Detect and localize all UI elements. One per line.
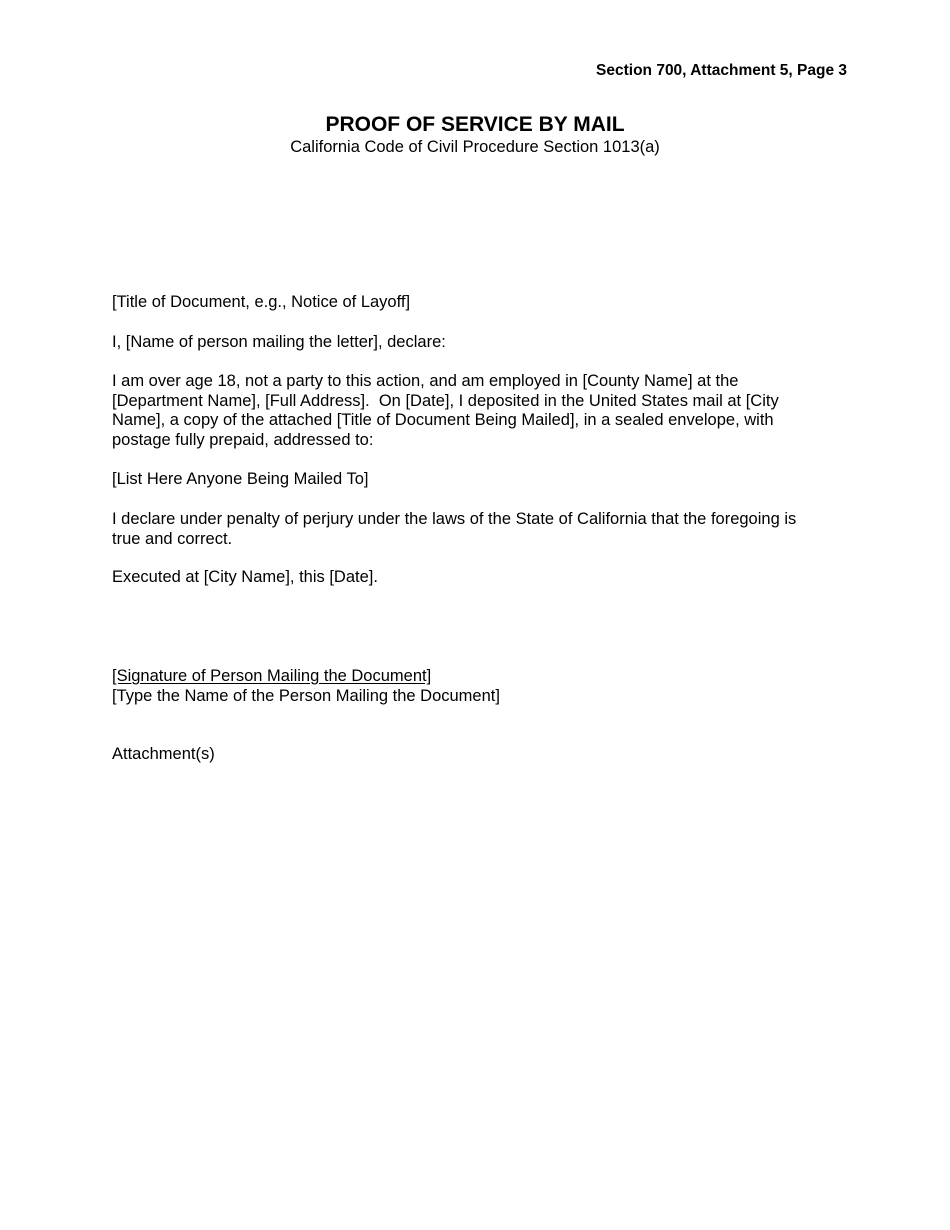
attachments-label: Attachment(s) xyxy=(112,745,215,763)
typed-name-line: [Type the Name of the Person Mailing the Document] xyxy=(112,686,500,705)
signature-block xyxy=(112,667,832,706)
service-paragraph-line: I am over age 18, not a party to this action, and am employed in [County Name] at the xyxy=(112,372,739,390)
recipients-placeholder: [List Here Anyone Being Mailed To] xyxy=(112,470,369,488)
declarant-line: I, [Name of person mailing the letter], declare: xyxy=(112,333,446,351)
service-paragraph-line: [Department Name], [Full Address]. On [Date], I deposited in the United States mail at [City xyxy=(112,391,779,410)
page-reference: Section 700, Attachment 5, Page 3 xyxy=(596,62,847,79)
signature-line: [Signature of Person Mailing the Document] xyxy=(112,667,432,685)
service-paragraph xyxy=(112,372,832,451)
service-paragraph-line: Name], a copy of the attached [Title of Document Being Mailed], in a sealed envelope, with xyxy=(112,411,774,430)
perjury-paragraph-line: I declare under penalty of perjury under the laws of the State of California that the foregoing is xyxy=(112,510,797,528)
document-title: PROOF OF SERVICE BY MAIL xyxy=(325,113,625,136)
doc-title-placeholder: [Title of Document, e.g., Notice of Layoff] xyxy=(112,293,411,311)
document-subtitle: California Code of Civil Procedure Section 1013(a) xyxy=(290,138,660,156)
perjury-paragraph xyxy=(112,510,832,549)
perjury-paragraph-line: true and correct. xyxy=(112,529,233,548)
executed-line: Executed at [City Name], this [Date]. xyxy=(112,568,378,586)
service-paragraph-line: postage fully prepaid, addressed to: xyxy=(112,431,374,450)
